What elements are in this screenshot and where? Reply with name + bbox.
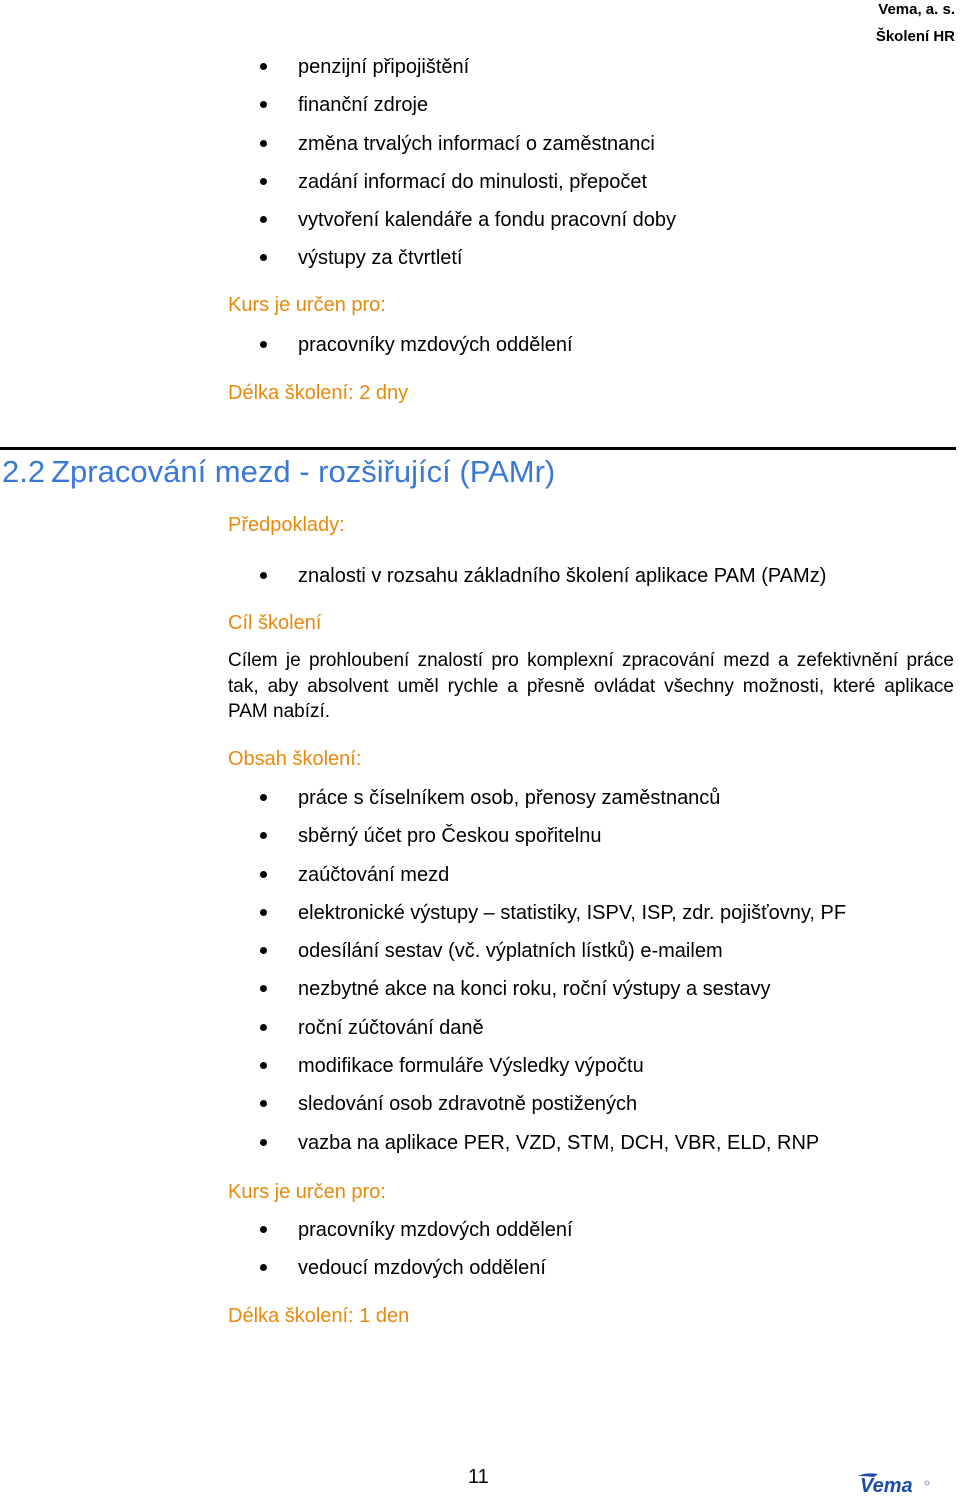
list-item: sledování osob zdravotně postižených — [258, 1085, 846, 1123]
list-item: vytvoření kalendáře a fondu pracovní doby — [258, 201, 676, 239]
list-item: sběrný účet pro Českou spořitelnu — [258, 817, 846, 855]
prev-audience-label: Kurs je určen pro: — [228, 294, 386, 316]
prev-audience-list — [258, 326, 573, 364]
list-item: odesílání sestav (vč. výplatních lístků) e-mailem — [258, 932, 846, 970]
page-number: 11 — [468, 1466, 489, 1488]
duration-value: 1 den — [359, 1305, 410, 1327]
duration-value: 2 dny — [359, 382, 409, 404]
content-list — [258, 779, 846, 1162]
list-item: nezbytné akce na konci roku, roční výstupy a sestavy — [258, 970, 846, 1008]
list-item: změna trvalých informací o zaměstnanci — [258, 125, 676, 163]
duration-label: Délka školení: — [228, 1305, 354, 1327]
page-header — [876, 0, 955, 50]
header-doc-title: Školení HR — [875, 28, 955, 45]
goal-text: Cílem je prohloubení znalostí pro komplexní zpracování mezd a zefektivnění práce tak, aby absolvent uměl rychle a přesně ovládat všechny možnosti, které aplikace PAM nabízí. — [228, 650, 954, 722]
list-item: elektronické výstupy – statistiky, ISPV, ISP, zdr. pojišťovny, PF — [258, 894, 846, 932]
list-item: vazba na aplikace PER, VZD, STM, DCH, VBR, ELD, RNP — [258, 1124, 846, 1162]
goal-label: Cíl školení — [228, 612, 322, 634]
list-item: pracovníky mzdových oddělení — [258, 1211, 573, 1249]
list-item: roční zúčtování daně — [258, 1009, 846, 1047]
list-item: modifikace formuláře Výsledky výpočtu — [258, 1047, 846, 1085]
prev-content-list — [258, 48, 676, 278]
vema-logo — [856, 1470, 930, 1496]
list-item: zadání informací do minulosti, přepočet — [258, 163, 676, 201]
prereq-list — [258, 557, 826, 595]
list-item: pracovníky mzdových oddělení — [258, 326, 573, 364]
heading-rule — [0, 447, 956, 450]
list-item: práce s číselníkem osob, přenosy zaměstnanců — [258, 779, 846, 817]
list-item: zaúčtování mezd — [258, 856, 846, 894]
prev-duration — [228, 382, 408, 405]
list-item: finanční zdroje — [258, 86, 676, 124]
duration-label: Délka školení: — [228, 382, 354, 404]
list-item: znalosti v rozsahu základního školení aplikace PAM (PAMz) — [258, 557, 826, 595]
prereq-label: Předpoklady: — [228, 514, 345, 536]
audience-list — [258, 1211, 573, 1288]
section-title: Zpracování mezd - rozšiřující (PAMr) — [51, 454, 556, 489]
section-number: 2.2 — [2, 454, 46, 489]
registered-mark-icon — [925, 1481, 929, 1485]
list-item: penzijní připojištění — [258, 48, 676, 86]
logo-text: Vema — [860, 1475, 913, 1496]
content-label: Obsah školení: — [228, 748, 362, 770]
list-item: vedoucí mzdových oddělení — [258, 1249, 573, 1287]
duration — [228, 1305, 409, 1328]
audience-label: Kurs je určen pro: — [228, 1181, 386, 1203]
list-item: výstupy za čtvrtletí — [258, 239, 676, 277]
header-company: Vema, a. s. — [878, 1, 955, 18]
